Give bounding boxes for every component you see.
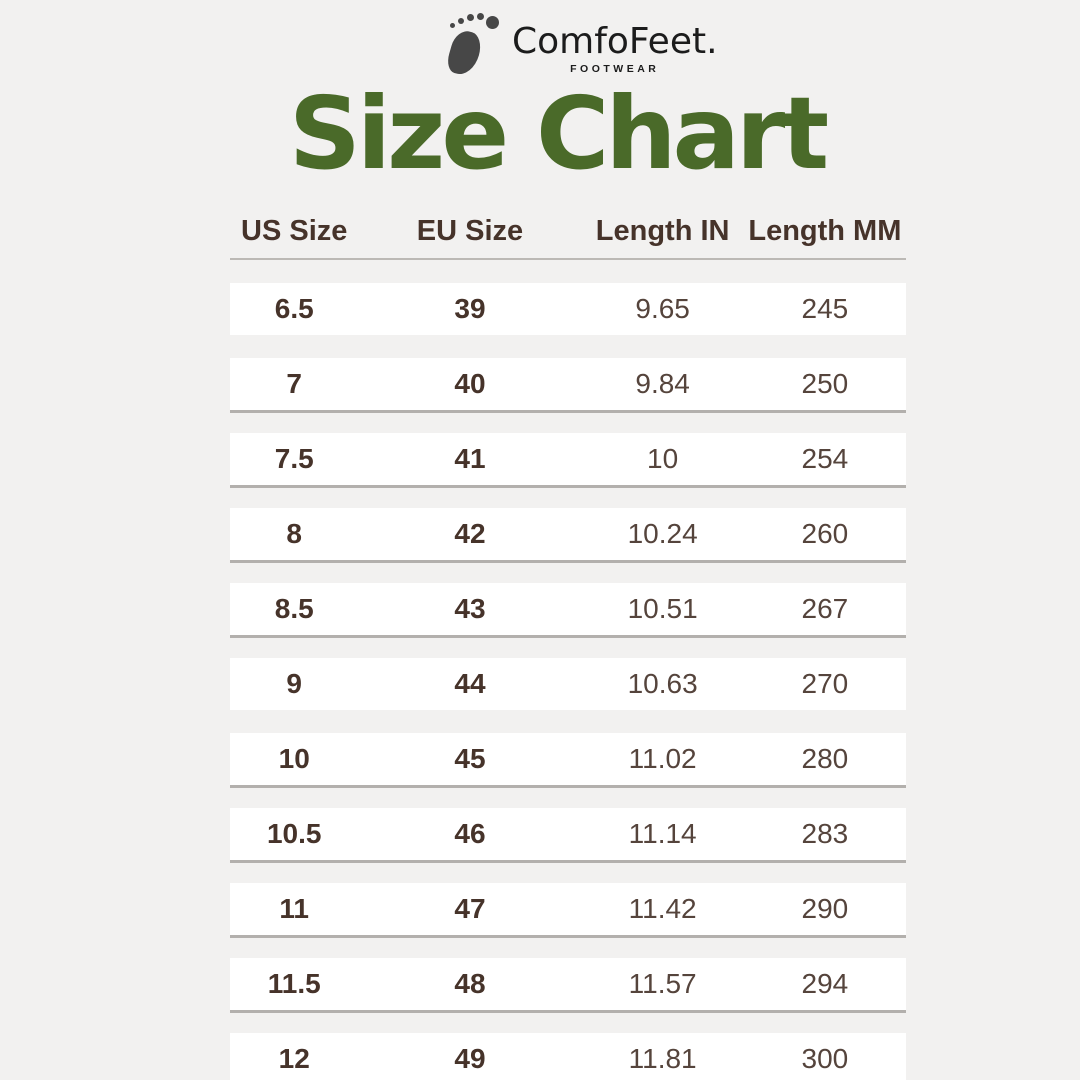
cell-eu-size: 44: [454, 668, 486, 699]
table-row: [230, 433, 906, 488]
cell-length-mm: 283: [801, 818, 849, 849]
cell-length-mm: 270: [801, 668, 849, 699]
cell-length-mm: 280: [801, 743, 849, 774]
footprint-icon: [448, 12, 504, 80]
table-header: [230, 204, 906, 260]
table-row: [230, 808, 906, 863]
cell-length-in: 11.02: [628, 743, 697, 774]
cell-us-size: 11: [279, 893, 310, 924]
table-row: [230, 508, 906, 563]
cell-length-mm: 254: [801, 443, 849, 474]
cell-us-size: 9: [286, 668, 302, 699]
cell-eu-size: 47: [454, 893, 486, 924]
table-row: [230, 883, 906, 938]
cell-length-in: 11.57: [628, 968, 697, 999]
brand-name: ComfoFeet.: [512, 21, 718, 62]
brand-logo: [448, 12, 718, 80]
table-row: [230, 1033, 906, 1080]
table-row: [230, 658, 906, 710]
cell-length-mm: 260: [801, 518, 849, 549]
cell-us-size: 10.5: [266, 818, 322, 849]
cell-eu-size: 42: [454, 518, 486, 549]
column-header-eu-size: EU Size: [416, 214, 524, 247]
table-body: [230, 283, 906, 1080]
brand-tagline: FOOTWEAR: [570, 62, 660, 75]
cell-eu-size: 46: [454, 818, 486, 849]
cell-length-in: 9.84: [635, 368, 690, 399]
cell-us-size: 7.5: [274, 443, 314, 474]
cell-length-in: 10.63: [627, 668, 698, 699]
cell-length-mm: 245: [801, 293, 849, 324]
cell-us-size: 8.5: [274, 593, 314, 624]
cell-length-in: 10.51: [627, 593, 698, 624]
cell-eu-size: 40: [454, 368, 486, 399]
column-header-length-in: Length IN: [595, 214, 730, 247]
cell-eu-size: 48: [454, 968, 486, 999]
table-row: [230, 358, 906, 413]
cell-us-size: 6.5: [274, 293, 314, 324]
cell-length-in: 11.81: [628, 1043, 697, 1074]
cell-eu-size: 43: [454, 593, 486, 624]
cell-length-mm: 290: [801, 893, 849, 924]
cell-us-size: 10: [278, 743, 310, 774]
cell-length-in: 10.24: [627, 518, 698, 549]
cell-length-mm: 300: [801, 1043, 849, 1074]
cell-length-in: 11.14: [628, 818, 697, 849]
cell-eu-size: 39: [454, 293, 486, 324]
cell-eu-size: 41: [454, 443, 486, 474]
table-row: [230, 733, 906, 788]
cell-us-size: 8: [286, 518, 302, 549]
cell-length-in: 9.65: [635, 293, 690, 324]
cell-length-in: 11.42: [628, 893, 697, 924]
cell-length-mm: 267: [801, 593, 849, 624]
brand-block: [512, 22, 718, 75]
table-row: [230, 958, 906, 1013]
column-header-length-mm: Length MM: [748, 214, 902, 247]
cell-length-in: 10: [647, 443, 679, 474]
cell-us-size: 11.5: [267, 968, 321, 999]
cell-eu-size: 49: [454, 1043, 486, 1074]
column-header-us-size: US Size: [241, 214, 348, 247]
size-table: [230, 204, 906, 1080]
cell-us-size: 12: [278, 1043, 310, 1074]
cell-eu-size: 45: [454, 743, 486, 774]
table-row: [230, 583, 906, 638]
cell-length-mm: 250: [801, 368, 849, 399]
table-row: [230, 283, 906, 335]
cell-us-size: 7: [286, 368, 302, 399]
cell-length-mm: 294: [801, 968, 849, 999]
page-title: Size Chart: [288, 75, 826, 192]
